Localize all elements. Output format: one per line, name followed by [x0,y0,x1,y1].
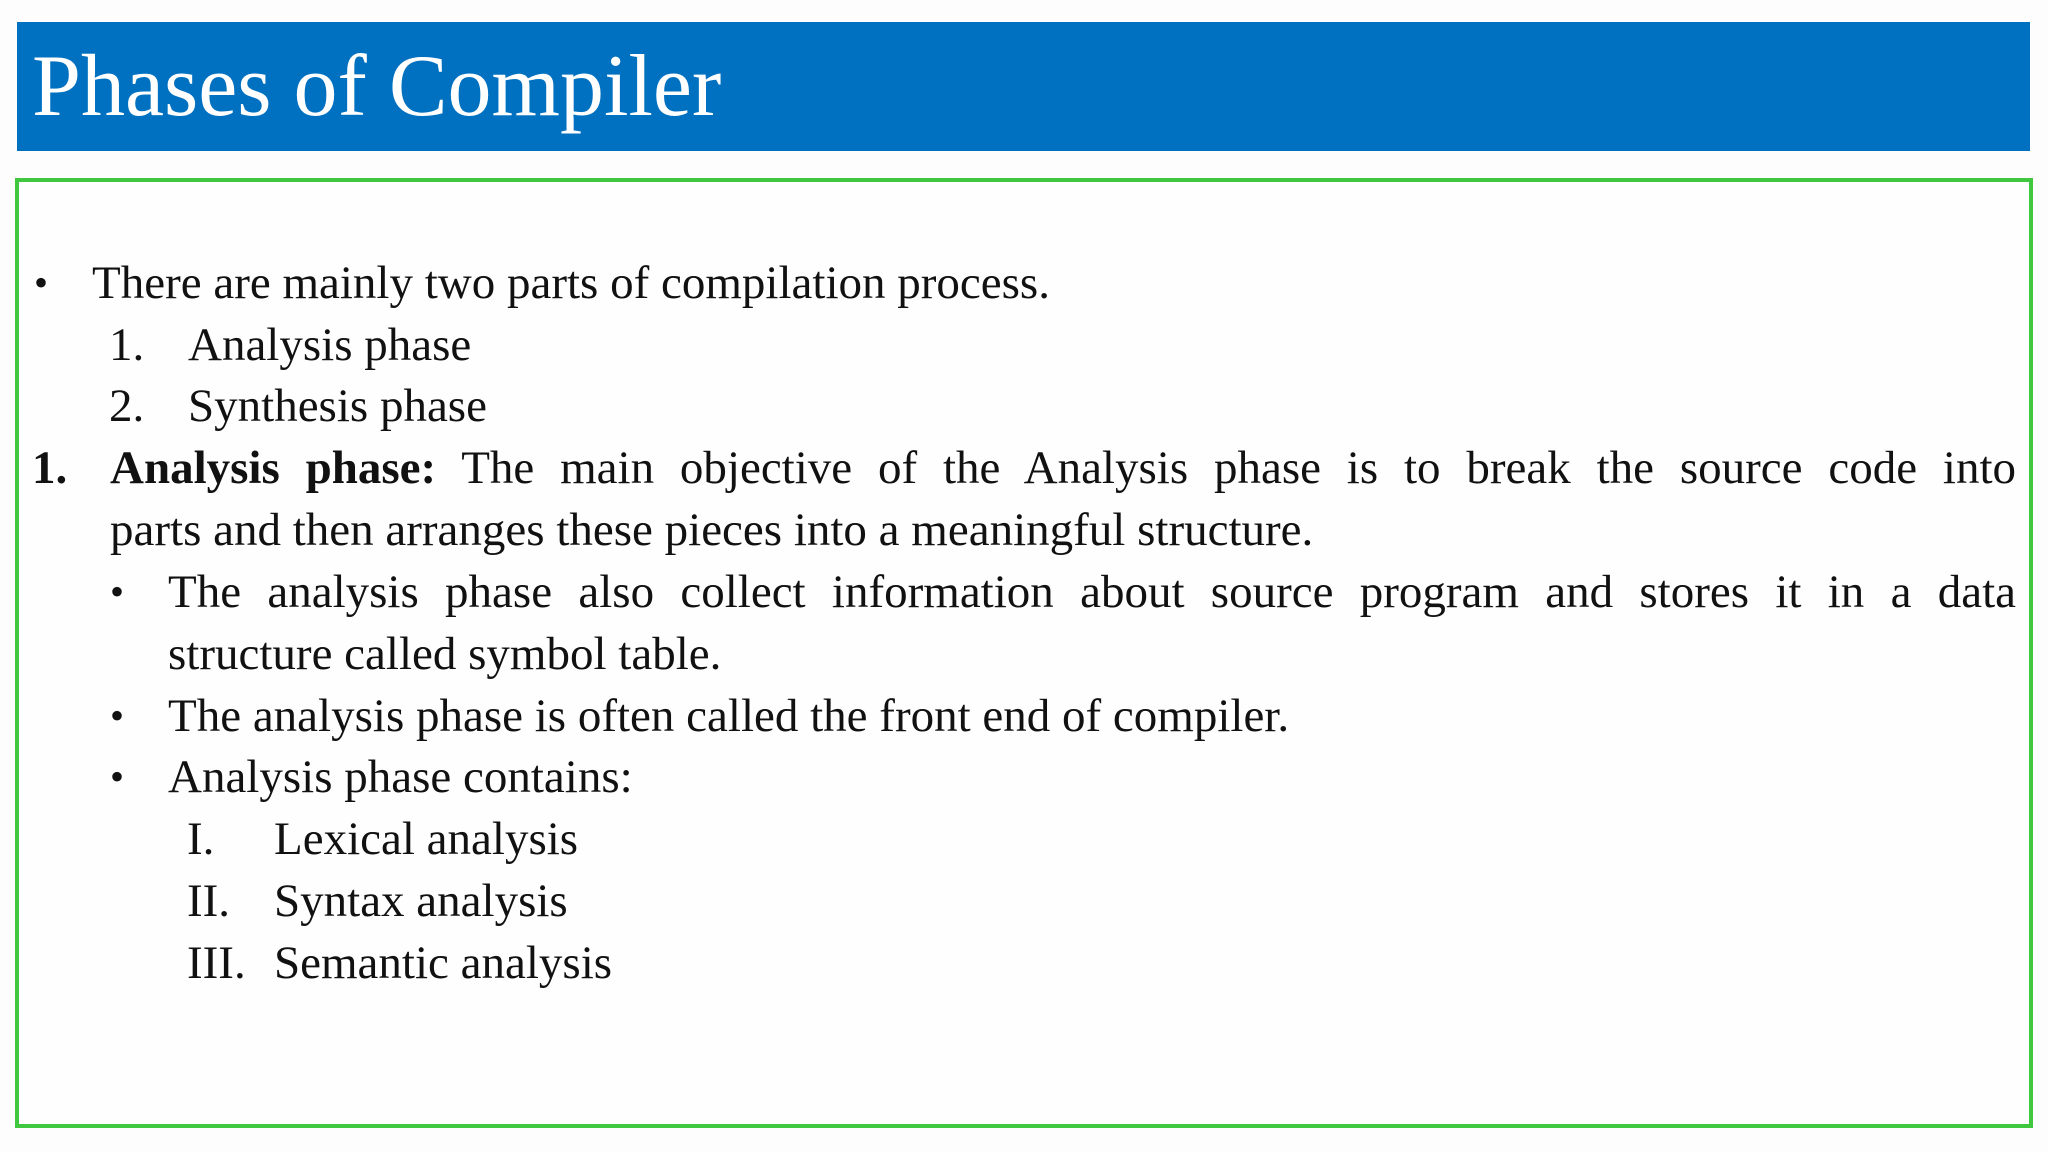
roman-marker-1: I. [187,813,215,865]
part-marker-1: 1. [109,319,145,371]
content-lexical: Lexical analysis [274,813,579,865]
section-marker: 1. [32,442,68,494]
content-semantic: Semantic analysis [274,937,613,989]
part-analysis: Analysis phase [188,319,472,371]
analysis-objective: The main objective of the Analysis phase is to break the source code into [461,442,2017,494]
bullet-icon: • [110,569,125,614]
title-bar [17,22,2030,151]
intro-text: There are mainly two parts of compilation process. [92,257,1050,309]
analysis-line-1 [110,437,2016,499]
slide-title: Phases of Compiler [32,37,722,135]
point-symbol-table-line-1: The analysis phase also collect information about source program and stores it in a data [168,566,2016,618]
part-synthesis: Synthesis phase [188,380,487,432]
bullet-icon: • [34,260,49,305]
content-syntax: Syntax analysis [274,875,568,927]
bullet-icon: • [110,754,125,799]
part-marker-2: 2. [109,380,145,432]
point-front-end: The analysis phase is often called the front end of compiler. [168,690,1290,742]
point-contains: Analysis phase contains: [168,751,633,803]
point-symbol-table-line-2: structure called symbol table. [168,628,722,680]
roman-marker-3: III. [187,937,246,989]
bullet-icon: • [110,693,125,738]
analysis-line-2: parts and then arranges these pieces into a meaningful structure. [110,504,1314,556]
roman-marker-2: II. [187,875,231,927]
analysis-heading: Analysis phase: [110,442,437,494]
